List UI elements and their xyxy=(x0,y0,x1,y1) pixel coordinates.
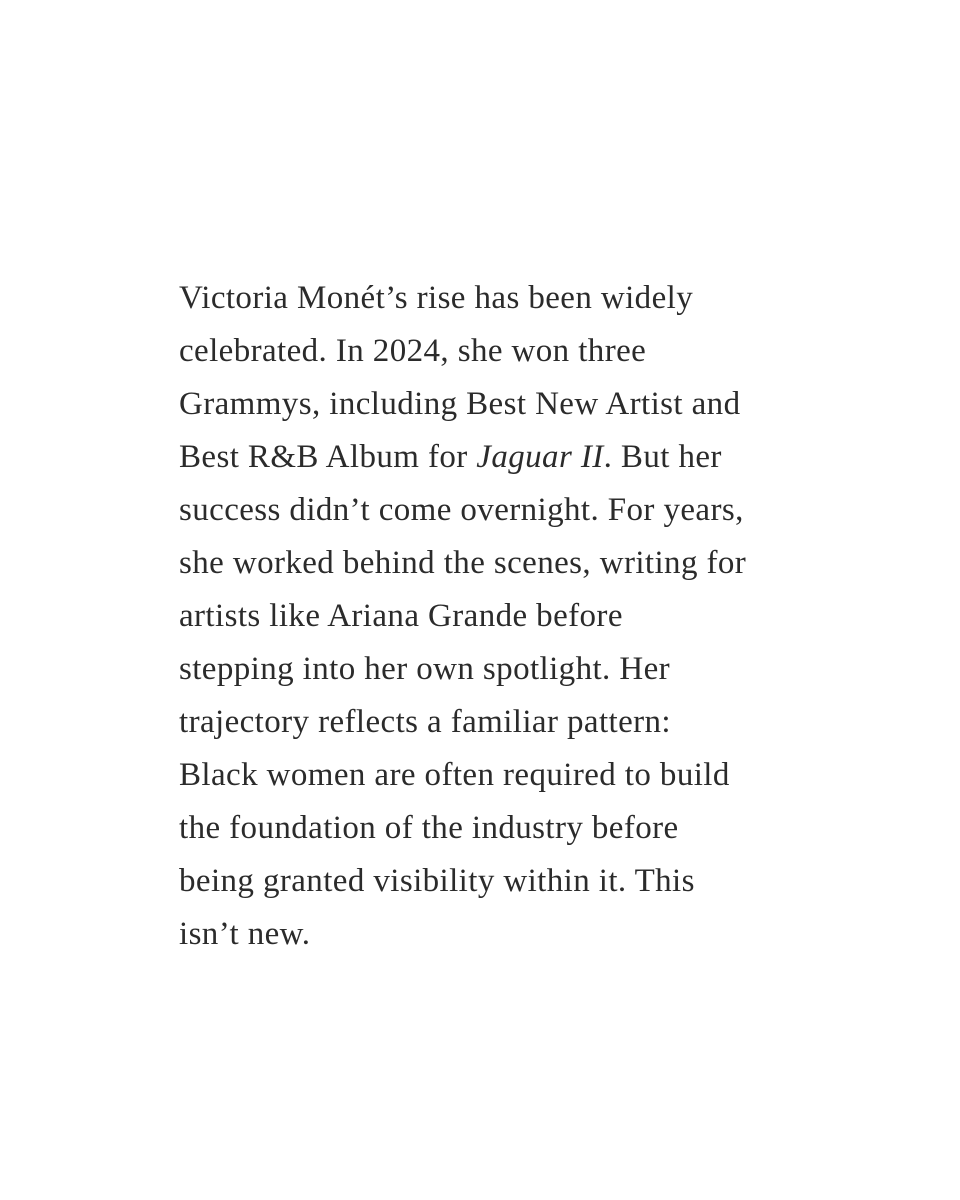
text-line xyxy=(179,484,819,537)
text-line xyxy=(179,590,819,643)
text-line xyxy=(179,643,819,696)
text-line xyxy=(179,855,819,908)
text-line-segment: stepping into her own spotlight. Her xyxy=(179,651,671,687)
text-line-segment: . But her xyxy=(603,439,722,475)
album-title: Jaguar II xyxy=(476,439,604,475)
text-line-segment: she worked behind the scenes, writing for xyxy=(179,545,747,581)
text-line xyxy=(179,325,819,378)
text-line-segment: artists like Ariana Grande before xyxy=(179,598,623,634)
text-line xyxy=(179,431,819,484)
text-line xyxy=(179,537,819,590)
text-line xyxy=(179,749,819,802)
text-line-segment: celebrated. In 2024, she won three xyxy=(179,333,647,369)
text-line xyxy=(179,378,819,431)
text-line-segment: Victoria Monét’s rise has been widely xyxy=(179,280,694,316)
text-line-segment: isn’t new. xyxy=(179,916,311,952)
text-line-segment: trajectory reflects a familiar pattern: xyxy=(179,704,672,740)
text-line-segment: Black women are often required to build xyxy=(179,757,730,793)
text-line xyxy=(179,272,819,325)
text-line xyxy=(179,696,819,749)
text-line-segment: being granted visibility within it. This xyxy=(179,863,695,899)
text-line xyxy=(179,908,819,961)
text-line-segment: Best R&B Album for xyxy=(179,439,477,475)
text-line-segment: success didn’t come overnight. For years, xyxy=(179,492,744,528)
text-line-segment: Grammys, including Best New Artist and xyxy=(179,386,741,422)
body-paragraph xyxy=(179,272,819,961)
text-line-segment: the foundation of the industry before xyxy=(179,810,679,846)
text-line xyxy=(179,802,819,855)
